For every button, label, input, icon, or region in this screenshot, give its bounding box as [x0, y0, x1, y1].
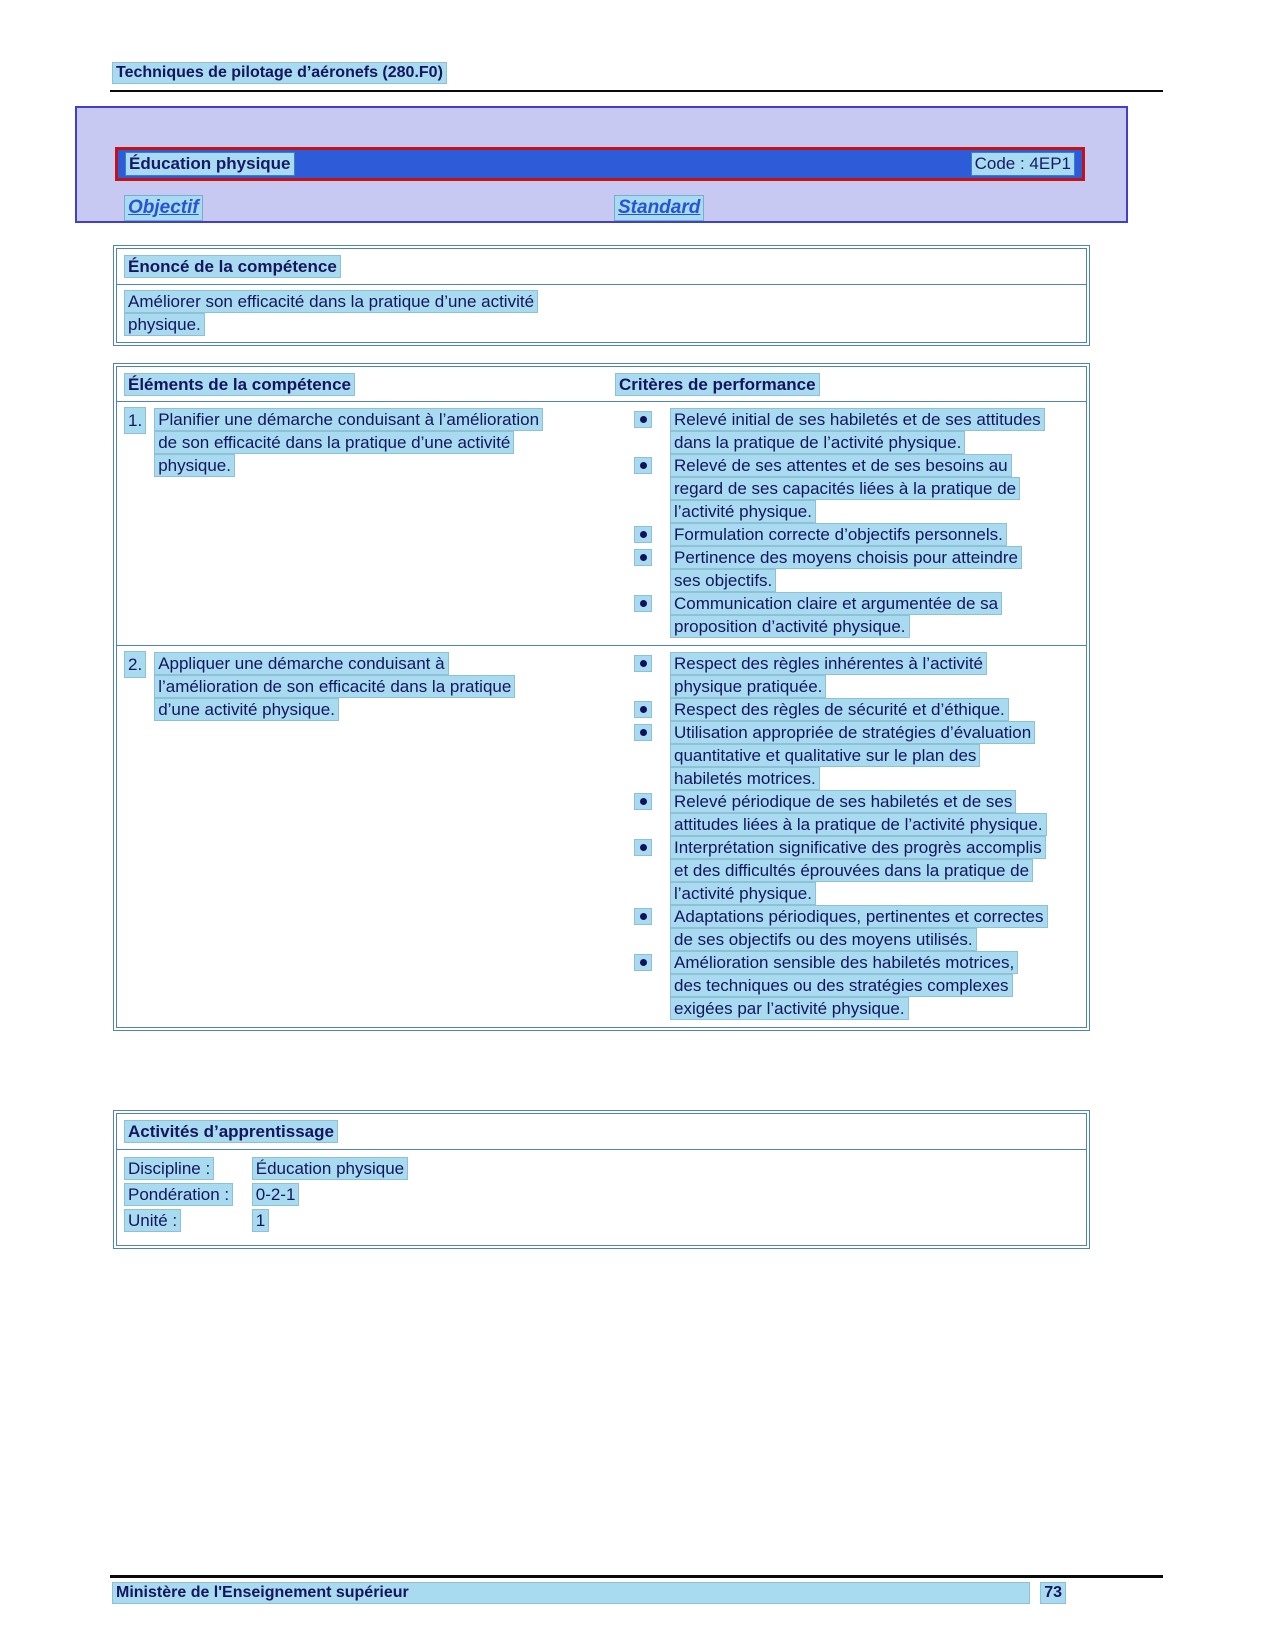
course-banner — [75, 106, 1128, 223]
activity-value: 0-2-1 — [253, 1184, 299, 1205]
page-header-title: Techniques de pilotage d’aéronefs (280.F0) — [113, 63, 446, 83]
table-row — [117, 402, 1086, 645]
critere-text: Communication claire et argumentée de sa proposition d’activité physique. — [671, 593, 1001, 637]
activity-row — [125, 1156, 1078, 1182]
bullet-dot — [640, 531, 647, 538]
critere-text: Relevé initial de ses habiletés et de ses attitudes dans la pratique de l’activité physique. — [671, 409, 1044, 453]
objectif-label: Objectif — [125, 196, 202, 220]
enonce-header — [117, 249, 1086, 285]
bullet-dot — [640, 798, 647, 805]
bullet-icon — [635, 656, 651, 671]
enonce-box — [113, 245, 1090, 346]
activites-box-inner — [116, 1113, 1087, 1246]
critere-text-wrap — [671, 546, 1046, 592]
element-text: Appliquer une démarche conduisant à l’amélioration de son efficacité dans la pratique d’une activité physique. — [155, 653, 514, 720]
critere-text: Pertinence des moyens choisis pour atteindre ses objectifs. — [671, 547, 1021, 591]
bullet-icon — [635, 794, 651, 809]
criteres-cell — [605, 652, 1086, 1020]
bullet-dot — [640, 913, 647, 920]
bullet-icon — [635, 840, 651, 855]
bullet-icon — [635, 702, 651, 717]
critere-item — [635, 408, 1086, 454]
bullet-dot — [640, 706, 647, 713]
course-title: Éducation physique — [126, 153, 294, 175]
critere-item — [635, 652, 1086, 698]
enonce-text-wrap — [125, 290, 545, 336]
activites-box — [113, 1110, 1090, 1249]
bullet-dot — [640, 554, 647, 561]
bullet-icon — [635, 955, 651, 970]
critere-text-wrap — [671, 951, 1046, 1020]
activity-label-cell — [125, 1208, 248, 1234]
element-text: Planifier une démarche conduisant à l’amélioration de son efficacité dans la pratique d’une activité physique. — [155, 409, 542, 476]
critere-item — [635, 836, 1086, 905]
col-header-criteres-cell — [605, 375, 1086, 395]
footer-page-number: 73 — [1041, 1583, 1065, 1603]
bullet-icon — [635, 527, 651, 542]
bullet-dot — [640, 600, 647, 607]
critere-text-wrap — [671, 698, 1046, 721]
activity-label-cell — [125, 1156, 248, 1182]
critere-text-wrap — [671, 836, 1046, 905]
bullet-icon — [635, 458, 651, 473]
element-block — [125, 652, 605, 721]
critere-item — [635, 951, 1086, 1020]
element-number: 2. — [125, 652, 145, 677]
critere-text-wrap — [671, 721, 1046, 790]
critere-text: Formulation correcte d’objectifs personnels. — [671, 524, 1006, 545]
activites-header — [117, 1114, 1086, 1150]
bullet-dot — [640, 959, 647, 966]
bullet-icon — [635, 909, 651, 924]
critere-text-wrap — [671, 652, 1046, 698]
critere-item — [635, 698, 1086, 721]
element-text-wrap — [155, 408, 545, 477]
enonce-body — [117, 285, 1086, 342]
critere-text: Respect des règles de sécurité et d’éthique. — [671, 699, 1008, 720]
activity-label-cell — [125, 1182, 248, 1208]
footer-ministry: Ministère de l'Enseignement supérieur — [113, 1583, 1029, 1603]
criteres-list — [616, 408, 1086, 638]
standard-label: Standard — [615, 196, 703, 220]
activites-rows — [117, 1150, 1086, 1245]
table-row — [117, 645, 1086, 1027]
critere-text: Amélioration sensible des habiletés motrices, des techniques ou des stratégies complexes exigées par l’activité physique. — [671, 952, 1017, 1019]
bullet-icon — [635, 725, 651, 740]
bullet-icon — [635, 550, 651, 565]
bullet-dot — [640, 416, 647, 423]
critere-item — [635, 592, 1086, 638]
bullet-icon — [635, 412, 651, 427]
critere-item — [635, 523, 1086, 546]
competence-rows — [117, 402, 1086, 1027]
bullet-dot — [640, 462, 647, 469]
criteres-cell — [605, 408, 1086, 638]
critere-text: Interprétation significative des progrès accomplis et des difficultés éprouvées dans la pratique de l’activité physique. — [671, 837, 1045, 904]
element-text-wrap — [155, 652, 545, 721]
col-header-criteres: Critères de performance — [616, 374, 819, 395]
page-footer — [113, 1583, 1065, 1603]
critere-text: Utilisation appropriée de stratégies d’évaluation quantitative et qualitative sur le plan des habiletés motrices. — [671, 722, 1034, 789]
col-header-elements-cell — [117, 375, 605, 395]
activity-label: Pondération : — [125, 1184, 232, 1205]
footer-rule — [110, 1575, 1163, 1578]
critere-text-wrap — [671, 523, 1046, 546]
critere-text: Respect des règles inhérentes à l’activité physique pratiquée. — [671, 653, 986, 697]
activity-value: 1 — [253, 1210, 268, 1231]
enonce-title: Énoncé de la compétence — [125, 256, 340, 277]
critere-item — [635, 721, 1086, 790]
element-block — [125, 408, 605, 477]
critere-text: Relevé périodique de ses habiletés et de ses attitudes liées à la pratique de l’activité physique. — [671, 791, 1046, 835]
critere-text-wrap — [671, 790, 1046, 836]
table-header-row — [117, 367, 1086, 402]
critere-item — [635, 905, 1086, 951]
course-code: Code : 4EP1 — [972, 153, 1074, 175]
activity-label: Unité : — [125, 1210, 180, 1231]
header-rule — [110, 90, 1163, 92]
col-header-elements: Éléments de la compétence — [125, 374, 354, 395]
enonce-text: Améliorer son efficacité dans la pratique d’une activité physique. — [125, 291, 537, 335]
activity-row — [125, 1208, 1078, 1234]
critere-text-wrap — [671, 592, 1046, 638]
critere-text-wrap — [671, 454, 1046, 523]
critere-text-wrap — [671, 905, 1046, 951]
critere-text-wrap — [671, 408, 1046, 454]
critere-item — [635, 546, 1086, 592]
bullet-dot — [640, 660, 647, 667]
critere-text: Adaptations périodiques, pertinentes et correctes de ses objectifs ou des moyens utilisés. — [671, 906, 1047, 950]
bullet-dot — [640, 729, 647, 736]
activity-label: Discipline : — [125, 1158, 213, 1179]
activites-title: Activités d’apprentissage — [125, 1121, 337, 1142]
critere-text: Relevé de ses attentes et de ses besoins au regard de ses capacités liées à la pratique de l’activité physique. — [671, 455, 1019, 522]
critere-item — [635, 454, 1086, 523]
competence-table — [113, 363, 1090, 1031]
bullet-icon — [635, 596, 651, 611]
critere-item — [635, 790, 1086, 836]
enonce-box-inner — [116, 248, 1087, 343]
criteres-list — [616, 652, 1086, 1020]
competence-table-inner — [116, 366, 1087, 1028]
bullet-dot — [640, 844, 647, 851]
element-number: 1. — [125, 408, 145, 433]
activity-value: Éducation physique — [253, 1158, 407, 1179]
activity-row — [125, 1182, 1078, 1208]
course-title-bar — [115, 147, 1085, 181]
element-cell — [117, 408, 605, 638]
element-cell — [117, 652, 605, 1020]
